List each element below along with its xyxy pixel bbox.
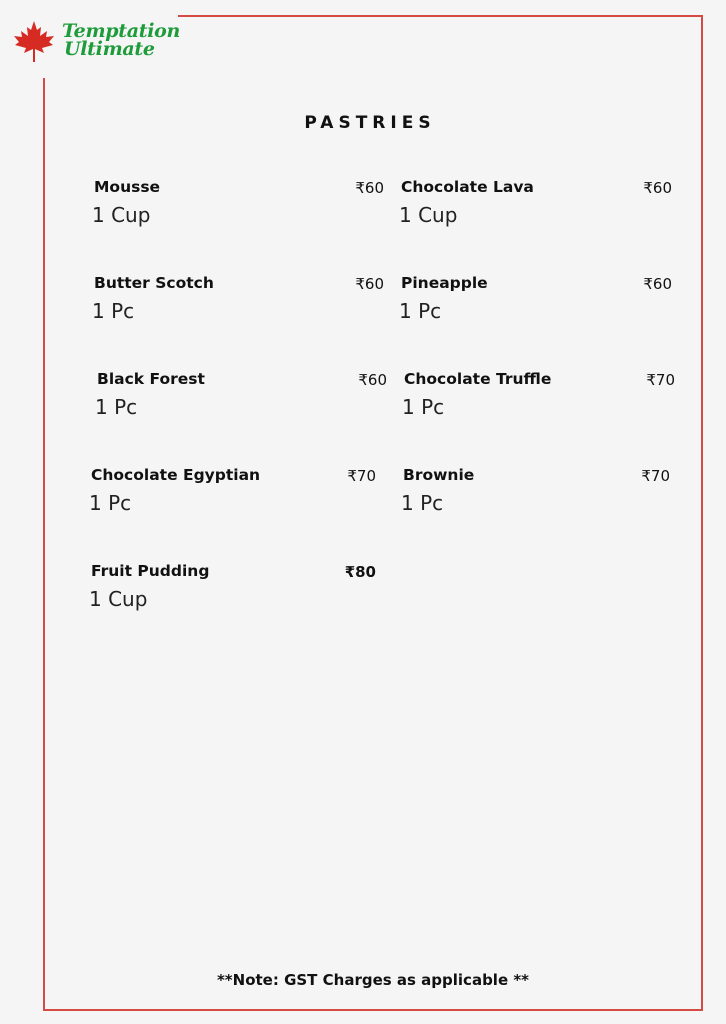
brand-line-2: Ultimate [64,38,155,60]
item-name: Mousse [94,178,161,196]
item-price: ₹70 [646,371,675,389]
item-name: Chocolate Lava [401,178,534,196]
item-price: ₹60 [355,179,384,197]
item-price: ₹60 [643,179,672,197]
item-quantity: 1 Pc [95,395,138,419]
item-name: Chocolate Egyptian [91,466,261,484]
item-price: ₹60 [358,371,387,389]
maple-leaf-icon [10,18,58,66]
item-name: Black Forest [97,370,205,388]
item-price: ₹80 [344,563,376,581]
gst-note: **Note: GST Charges as applicable ** [216,971,530,989]
item-quantity: 1 Cup [89,587,148,611]
item-quantity: 1 Pc [399,299,442,323]
logo-area [0,0,181,78]
item-name: Fruit Pudding [91,562,210,580]
item-quantity: 1 Pc [89,491,132,515]
item-name: Butter Scotch [94,274,214,292]
item-name: Brownie [403,466,475,484]
item-quantity: 1 Pc [401,491,444,515]
brand-name [62,22,180,58]
item-quantity: 1 Cup [92,203,151,227]
brand-line-1: Temptation [62,20,181,42]
item-price: ₹70 [347,467,376,485]
item-name: Pineapple [401,274,488,292]
item-price: ₹60 [355,275,384,293]
page-title: PASTRIES [304,113,436,133]
item-quantity: 1 Pc [402,395,445,419]
item-quantity: 1 Pc [92,299,135,323]
item-quantity: 1 Cup [399,203,458,227]
item-price: ₹60 [643,275,672,293]
page-border [43,15,703,1011]
item-price: ₹70 [641,467,670,485]
item-name: Chocolate Truffle [404,370,552,388]
